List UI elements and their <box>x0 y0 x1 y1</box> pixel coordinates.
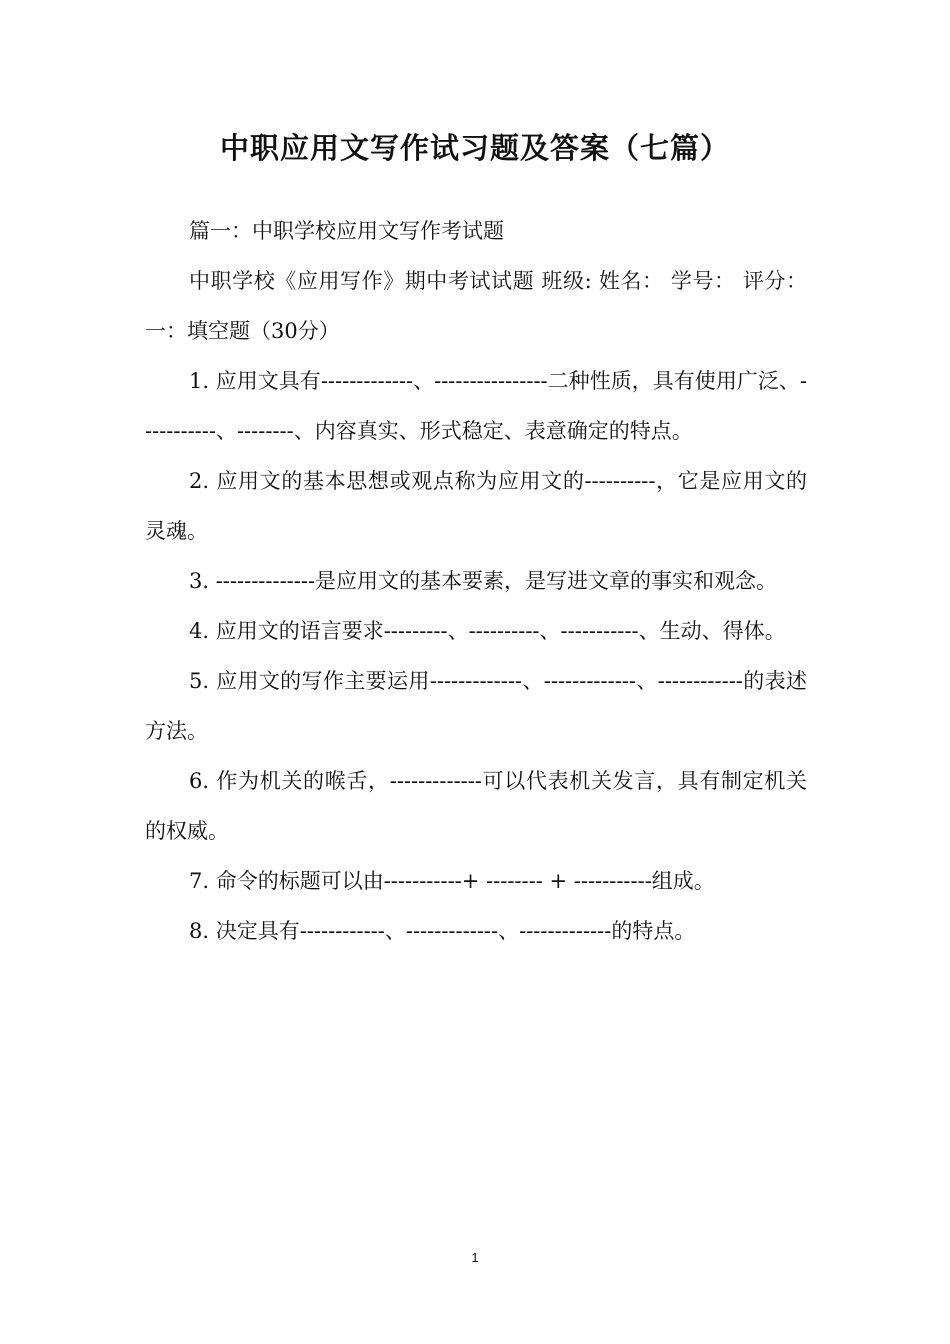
exam-header: 中职学校《应用写作》期中考试试题 班级: 姓名： 学号： 评分： 一：填空题（30分） <box>145 269 807 343</box>
question-item: 1. 应用文具有-------------、----------------二种性质，具有使用广泛、-----------、--------、内容真实、形式稳定、表意确定的特点。 <box>145 369 807 443</box>
section-heading: 篇一：中职学校应用文写作考试题 <box>189 219 504 243</box>
question-item: 7. 命令的标题可以由-----------+ -------- + -----------组成。 <box>189 869 715 893</box>
question-item: 8. 决定具有------------、-------------、-------------的特点。 <box>189 919 696 943</box>
document-title: 中职应用文写作试习题及答案（七篇） <box>219 131 730 165</box>
document-body <box>145 206 807 956</box>
question-item: 2. 应用文的基本思想或观点称为应用文的----------，它是应用文的灵魂。 <box>145 469 807 543</box>
question-item: 3. --------------是应用文的基本要素，是写进文章的事实和观念。 <box>189 569 778 593</box>
question-item: 5. 应用文的写作主要运用-------------、-------------、------------的表述方法。 <box>145 669 807 743</box>
question-item: 4. 应用文的语言要求---------、----------、-----------、生动、得体。 <box>189 619 786 643</box>
page-number: 1 <box>471 1250 479 1265</box>
question-item: 6. 作为机关的喉舌，-------------可以代表机关发言，具有制定机关的权威。 <box>145 769 807 843</box>
